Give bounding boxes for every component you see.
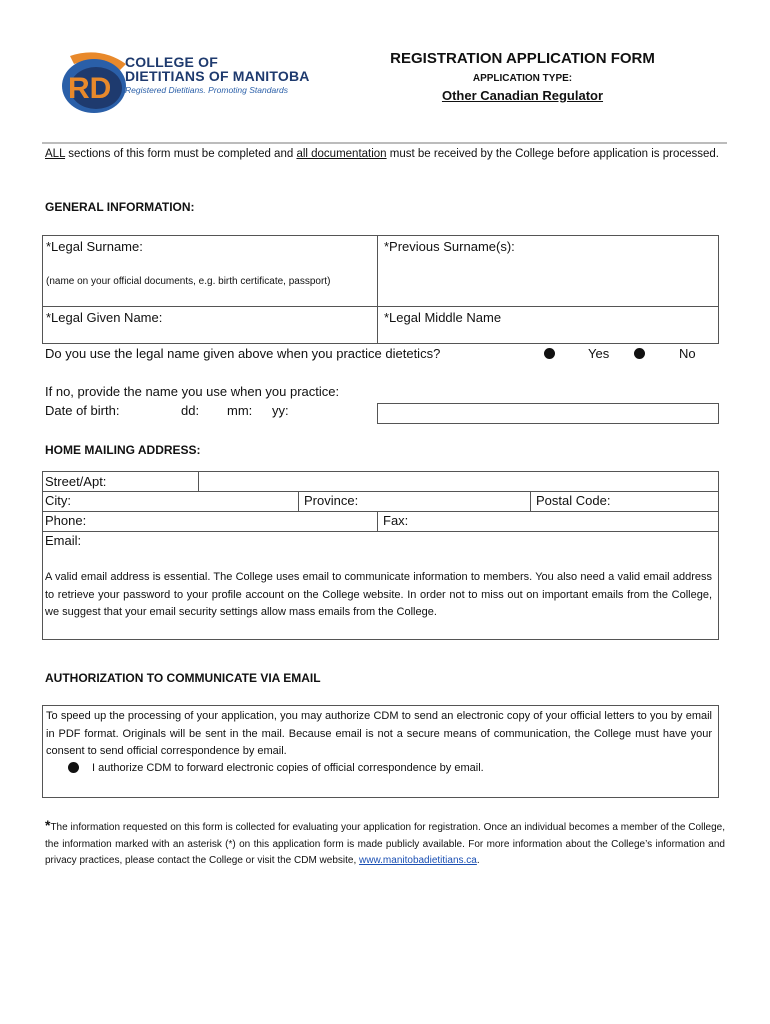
name-note: (name on your official documents, e.g. birth certificate, passport) bbox=[46, 276, 331, 287]
legal-surname-label: *Legal Surname: bbox=[46, 239, 143, 254]
legal-middle-name-field[interactable] bbox=[377, 306, 719, 344]
legal-middle-name-label: *Legal Middle Name bbox=[384, 310, 502, 325]
street-input[interactable] bbox=[198, 471, 719, 492]
email-note: A valid email address is essential. The College uses email to communicate information to members. You also need a valid email address to retrieve your password to your profile account on the College website. In order not to miss out on important emails from the College, we suggest that your email security settings allow mass emails from the College. bbox=[45, 571, 712, 618]
privacy-note bbox=[45, 817, 725, 870]
dob-label: Date of birth: bbox=[45, 403, 120, 418]
logo-line-1: COLLEGE OF bbox=[125, 54, 218, 70]
auth-box bbox=[42, 705, 719, 798]
yes-label: Yes bbox=[588, 346, 610, 361]
legal-given-name-label: *Legal Given Name: bbox=[46, 310, 163, 325]
province-label: Province: bbox=[304, 493, 359, 508]
auth-text: To speed up the processing of your application, you may authorize CDM to send an electronic copy of your official letters to you by email in PDF format. Originals will be sent in the mail. Because email is not a secure means of communication, the College must have your consent to send official correspondence by email. bbox=[46, 710, 712, 757]
practice-question: Do you use the legal name given above when you practice dietetics? bbox=[45, 346, 441, 361]
application-type-label: APPLICATION TYPE: bbox=[472, 73, 573, 84]
email-label[interactable]: Email: bbox=[45, 533, 82, 548]
practice-name-prompt: If no, provide the name you use when you practice: bbox=[45, 384, 340, 399]
header-divider bbox=[42, 142, 727, 144]
logo-initials: RD bbox=[68, 72, 112, 105]
footer-end: . bbox=[476, 855, 480, 866]
no-label: No bbox=[679, 346, 696, 361]
auth-heading: AUTHORIZATION TO COMMUNICATE VIA EMAIL bbox=[45, 671, 321, 685]
dob-yy: yy: bbox=[272, 403, 289, 418]
dob-dd: dd: bbox=[181, 403, 200, 418]
city-label: City: bbox=[45, 493, 71, 508]
phone-fax-divider bbox=[377, 511, 378, 531]
logo-text bbox=[125, 55, 310, 95]
cdm-website-link[interactable]: www.manitobadietitians.ca bbox=[359, 855, 477, 866]
address-divider bbox=[42, 491, 719, 492]
authorize-checkbox-icon[interactable] bbox=[68, 762, 79, 773]
general-heading: GENERAL INFORMATION: bbox=[45, 200, 195, 214]
address-divider-3 bbox=[42, 531, 719, 532]
address-divider-2 bbox=[42, 511, 719, 512]
application-type: Other Canadian Regulator bbox=[441, 88, 604, 103]
no-radio-icon[interactable] bbox=[634, 348, 645, 359]
footer-text: The information requested on this form is collected for evaluating your application for registration. Once an individual becomes a member of the College, the information marked with an asterisk (*) on this application form is made publicly available. For more information about the College’s information and privacy practices, please contact the College or visit the CDM website, bbox=[45, 822, 725, 866]
previous-surnames-field[interactable] bbox=[377, 235, 719, 307]
street-label: Street/Apt: bbox=[45, 474, 107, 489]
logo-tagline: Registered Dietitians. Promoting Standards bbox=[125, 85, 288, 95]
authorize-label: I authorize CDM to forward electronic copies of official correspondence by email. bbox=[92, 762, 484, 774]
legal-surname-field[interactable] bbox=[42, 235, 378, 307]
intro-text bbox=[45, 146, 727, 163]
city-province-divider bbox=[298, 491, 299, 511]
home-heading: HOME MAILING ADDRESS: bbox=[45, 443, 201, 457]
form-title: REGISTRATION APPLICATION FORM bbox=[390, 50, 655, 67]
footer-asterisk: * bbox=[45, 817, 51, 833]
intro-part-1: sections of this form must be completed and bbox=[65, 148, 297, 160]
legal-given-name-field[interactable] bbox=[42, 306, 378, 344]
yes-radio-icon[interactable] bbox=[544, 348, 555, 359]
dob-mm: mm: bbox=[227, 403, 253, 418]
phone-label: Phone: bbox=[45, 513, 87, 528]
logo-line-2: DIETITIANS OF MANITOBA bbox=[125, 68, 310, 84]
previous-surnames-label: *Previous Surname(s): bbox=[384, 239, 515, 254]
postal-label: Postal Code: bbox=[536, 493, 611, 508]
intro-part-2: must be received by the College before application is processed. bbox=[386, 148, 720, 160]
practice-name-input[interactable] bbox=[377, 403, 719, 424]
fax-label: Fax: bbox=[383, 513, 409, 528]
intro-all-documentation: all documentation bbox=[296, 148, 387, 160]
province-postal-divider bbox=[530, 491, 531, 511]
intro-all: ALL bbox=[45, 148, 66, 160]
